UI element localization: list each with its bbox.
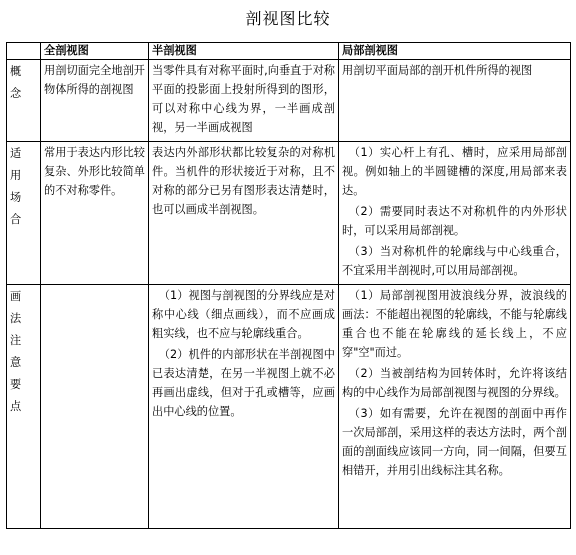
header-local-section: 局部剖视图 <box>339 43 571 60</box>
row-label-char: 法 <box>10 312 22 325</box>
row-label-char: 念 <box>10 87 22 100</box>
table-row <box>7 285 571 529</box>
cell-text: （3）当对称机件的轮廓线与中心线重合，不宜采用半剖视时,可以用局部剖视。 <box>342 245 567 277</box>
row-label-char: 用 <box>10 169 22 182</box>
row-label-notes <box>7 285 41 529</box>
row-label-char: 意 <box>10 356 22 369</box>
header-blank <box>7 43 41 60</box>
row-label-char: 适 <box>10 147 22 160</box>
cell-half-usage <box>149 142 339 285</box>
row-label-concept <box>7 60 41 142</box>
comparison-table <box>6 42 571 529</box>
cell-text: （2）机件的内部形状在半剖视图中已表达清楚，在另一半视图上就不必再画出虚线，但对于孔或槽等，应画出中心线的位置。 <box>152 348 335 418</box>
table-header-row <box>7 43 571 60</box>
cell-local-notes <box>339 285 571 529</box>
cell-text: 当零件具有对称平面时,向垂直于对称平面的投影面上投射所得到的图形，可以对称中心线为界，一半画成剖视，另一半画成视图 <box>152 64 335 134</box>
row-label-char: 注 <box>10 334 22 347</box>
row-label-char: 画 <box>10 290 22 303</box>
row-label-char: 概 <box>10 65 22 78</box>
cell-full-notes <box>41 285 149 529</box>
table-row <box>7 60 571 142</box>
cell-half-notes <box>149 285 339 529</box>
header-full-section: 全剖视图 <box>41 43 149 60</box>
table-row <box>7 142 571 285</box>
cell-local-usage <box>339 142 571 285</box>
cell-full-usage <box>41 142 149 285</box>
cell-text: （2）当被剖结构为回转体时，允许将该结构的中心线作为局部剖视图与视图的分界线。 <box>342 367 567 399</box>
row-label-char: 点 <box>10 400 22 413</box>
row-label-char: 要 <box>10 378 22 391</box>
cell-text: （1）实心杆上有孔、槽时，应采用局部剖视。例如轴上的半圆键槽的深度,用局部来表达。 <box>342 146 567 197</box>
cell-text: 常用于表达内形比较复杂、外形比较简单的不对称零件。 <box>44 146 145 197</box>
cell-text: （1）视图与剖视图的分界线应是对称中心线（细点画线），而不应画成粗实线，也不应与轮廓线重合。 <box>152 289 335 340</box>
cell-text: 表达内外部形状都比较复杂的对称机件。当机件的形状接近于对称，且不对称的部分已另有图形表达清楚时，也可以画成半剖视图。 <box>152 146 335 216</box>
row-label-char: 场 <box>10 191 22 204</box>
cell-text: 用剖切面完全地剖开物体所得的剖视图 <box>44 64 145 96</box>
cell-text: 用剖切平面局部的剖开机件所得的视图 <box>342 64 533 77</box>
cell-text: （1）局部剖视图用波浪线分界，波浪线的画法：不能超出视图的轮廓线，不能与轮廓线重合也不能在轮廓线的延长线上，不应穿"空"而过。 <box>342 289 567 359</box>
cell-full-concept <box>41 60 149 142</box>
page-title: 剖视图比较 <box>245 9 331 28</box>
cell-text: （3）如有需要，允许在视图的剖面中再作一次局部剖，采用这样的表达方法时，两个剖面的剖面线应该同一方向，同一间隔，但要互相错开，并用引出线标注其名称。 <box>342 407 567 477</box>
row-label-usage <box>7 142 41 285</box>
row-label-char: 合 <box>10 213 22 226</box>
header-half-section: 半剖视图 <box>149 43 339 60</box>
cell-half-concept <box>149 60 339 142</box>
cell-text: （2）需要同时表达不对称机件的内外形状时，可以采用局部剖视。 <box>342 205 567 237</box>
cell-local-concept <box>339 60 571 142</box>
